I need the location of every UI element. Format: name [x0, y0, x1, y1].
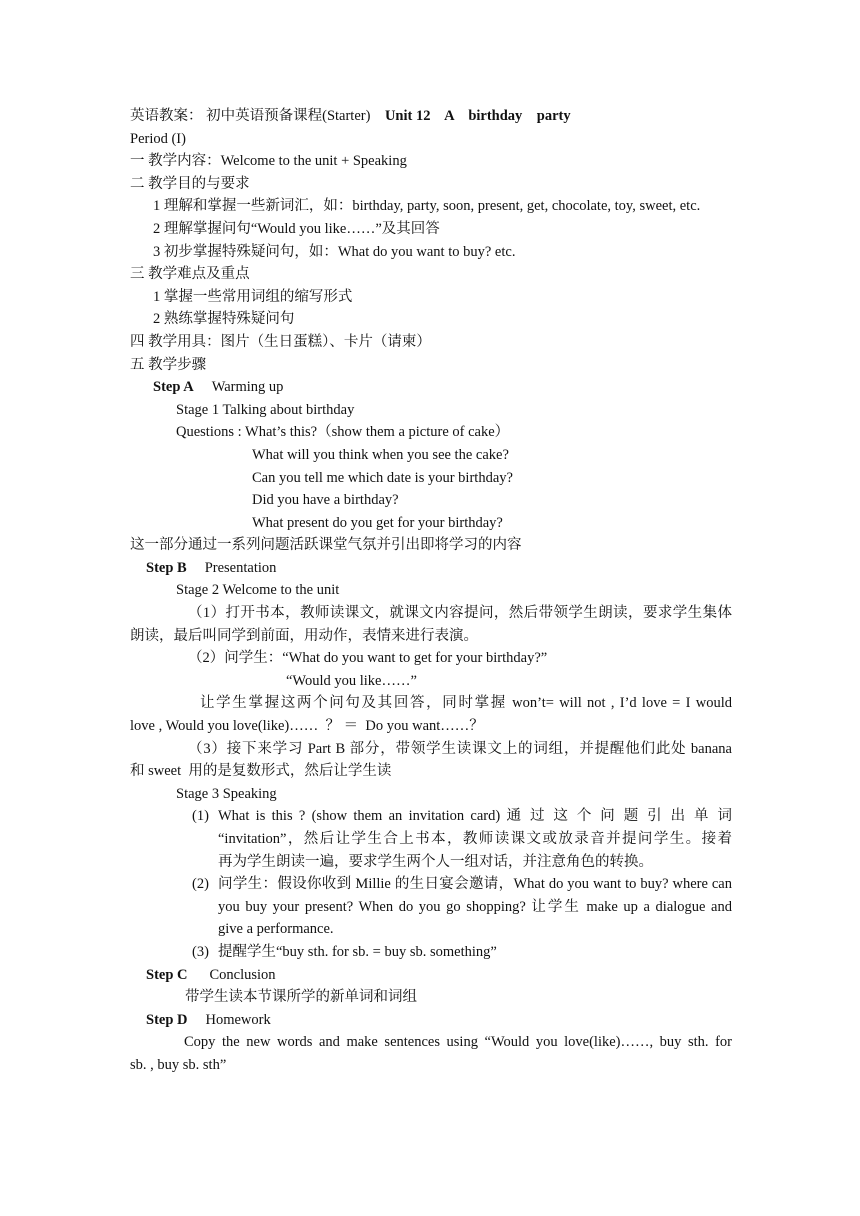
step-a-label: Step A	[153, 379, 194, 396]
activity-1-line-2: 朗读，最后叫同学到前面，用动作，表情来进行表演。	[130, 627, 478, 644]
section-objectives: 二 教学目的与要求	[130, 175, 250, 192]
homework-line-2: sb. , buy sb. sth”	[130, 1056, 227, 1073]
step-c-title: Conclusion	[209, 966, 276, 983]
stage-1-heading: Stage 1 Talking about birthday	[176, 401, 355, 418]
objective-3: 3 初步掌握特殊疑问句，如：What do you want to buy? etc.	[153, 243, 516, 260]
speaking-item-2-number: (2)	[192, 876, 209, 893]
speaking-item-3-number: (3)	[192, 943, 209, 960]
activity-2-line-2: “Would you like……”	[286, 672, 417, 689]
period-line: Period (I)	[130, 130, 186, 147]
activity-2-line-3: 让学生掌握这两个问句及其回答，同时掌握 won’t= will not , I’d love = I would	[200, 695, 732, 712]
stage-2-heading: Stage 2 Welcome to the unit	[176, 582, 340, 599]
speaking-item-2-line-1: 问学生：假设你收到 Millie 的生日宴会邀请，What do you want to buy? where can	[218, 876, 732, 893]
lesson-plan-document	[130, 105, 732, 1077]
speaking-item-1	[130, 805, 732, 873]
stage-3-heading: Stage 3 Speaking	[176, 785, 277, 802]
speaking-item-2-line-2: you buy your present? When do you go shopping? 让学生 make up a dialogue and	[218, 898, 732, 915]
title-unit: Unit 12 A birthday party	[384, 108, 571, 124]
step-a-note: 这一部分通过一系列问题活跃课堂气氛并引出即将学习的内容	[130, 537, 522, 554]
step-d-label: Step D	[146, 1011, 188, 1028]
homework-line-1: Copy the new words and make sentences using “Would you love(like)……, buy sth. for	[184, 1034, 732, 1051]
step-a-title: Warming up	[211, 379, 284, 396]
speaking-item-2-line-3: give a performance.	[218, 921, 334, 938]
key-point-1: 1 掌握一些常用词组的缩写形式	[153, 288, 353, 305]
step-b-title: Presentation	[204, 559, 277, 576]
objective-2: 2 理解掌握问句“Would you like……”及其回答	[153, 220, 440, 237]
speaking-item-1-line-2: “invitation”，然后让学生合上书本，教师读课文或放录音并提问学生。接着	[218, 831, 732, 847]
activity-2-line-4: love , Would you love(like)…… ？ ＝ Do you want……？	[130, 718, 484, 735]
activity-3-line-2: 和 sweet 用的是复数形式，然后让学生读	[130, 763, 392, 780]
activity-3-line-1: （3）接下来学习 Part B 部分，带领学生读课文上的词组，并提醒他们此处 banana	[188, 740, 732, 757]
speaking-item-1-line-1: What is this ? (show them an invitation card) 通 过 这 个 问 题 引 出 单 词	[218, 808, 732, 825]
key-point-2: 2 熟练掌握特殊疑问句	[153, 311, 295, 328]
activity-1-line-1: （1）打开书本，教师读课文，就课文内容提问，然后带领学生朗读，要求学生集体	[188, 605, 732, 622]
question-3: Can you tell me which date is your birthday?	[252, 469, 513, 486]
section-key-points: 三 教学难点及重点	[130, 266, 250, 283]
section-content: 一 教学内容：Welcome to the unit + Speaking	[130, 153, 407, 170]
question-4: Did you have a birthday?	[252, 492, 399, 509]
question-5: What present do you get for your birthday?	[252, 514, 503, 531]
step-c-heading	[130, 964, 732, 987]
objective-1: 1 理解和掌握一些新词汇，如：birthday, party, soon, present, get, chocolate, toy, sweet, etc.	[153, 198, 701, 215]
step-b-heading	[130, 557, 732, 580]
activity-2-line-1: （2）问学生：“What do you want to get for your birthday?”	[188, 650, 548, 667]
step-c-label: Step C	[146, 966, 188, 983]
speaking-item-2	[130, 873, 732, 941]
step-b-label: Step B	[146, 559, 187, 576]
section-materials: 四 教学用具：图片（生日蛋糕）、卡片（请柬）	[130, 333, 431, 350]
speaking-item-1-line-3: 再为学生朗读一遍，要求学生两个人一组对话，并注意角色的转换。	[218, 853, 653, 870]
speaking-item-1-number: (1)	[192, 808, 209, 825]
section-steps: 五 教学步骤	[130, 356, 207, 373]
title-prefix: 英语教案： 初中英语预备课程(Starter)	[130, 108, 371, 124]
speaking-item-3-line-1: 提醒学生“buy sth. for sb. = buy sb. something”	[218, 943, 497, 960]
step-d-heading	[130, 1009, 732, 1032]
step-c-body: 带学生读本节课所学的新单词和词组	[185, 989, 417, 1006]
step-d-title: Homework	[205, 1011, 271, 1028]
document-title	[130, 105, 732, 128]
speaking-item-3	[130, 941, 732, 964]
step-a-heading	[130, 376, 732, 399]
question-2: What will you think when you see the cake?	[252, 446, 509, 463]
question-1: Questions : What’s this?（show them a picture of cake）	[176, 424, 510, 441]
